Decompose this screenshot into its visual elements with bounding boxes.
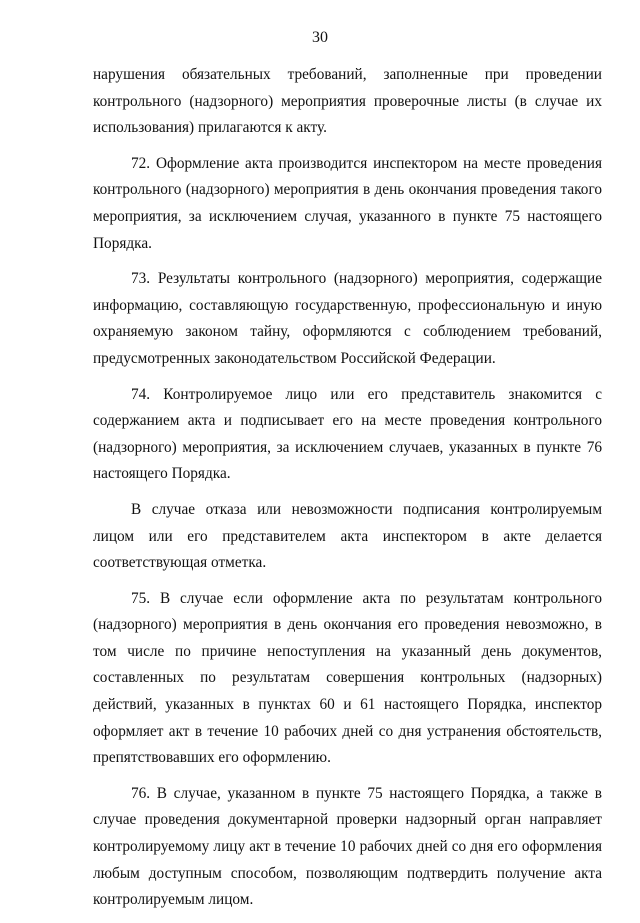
paragraph-76: 76. В случае, указанном в пункте 75 настоящего Порядка, а также в случае проведения документарной проверки надзорный орган направляет контролируемому лицу акт в течение 10 рабочих дней со дня его оформления любым доступным способом, позволяющим подтвердить получение акта контролируемым лицом. — [93, 784, 602, 909]
paragraph-73: 73. Результаты контрольного (надзорного) мероприятия, содержащие информацию, составляющую государственную, профессиональную и иную охраняемую законом тайну, оформляются с соблюдением требований, предусмотренных законодательством Российской Федерации. — [93, 270, 602, 367]
page-number: 30 — [312, 29, 328, 46]
paragraph-continuation: нарушения обязательных требований, заполненные при проведении контрольного (надзорного) мероприятия проверочные листы (в случае их использования) прилагаются к акту. — [93, 66, 602, 137]
document-body — [93, 62, 602, 923]
paragraph-75: 75. В случае если оформление акта по результатам контрольного (надзорного) мероприятия в день окончания его проведения невозможно, в том числе по причине непоступления на указанный день документов, составленных по результатам совершения контрольных (надзорных) действий, указанных в пунктах 60 и 61 настоящего Порядка, инспектор оформляет акт в течение 10 рабочих дней со дня устранения обстоятельств, препятствовавших его оформлению. — [93, 589, 602, 767]
paragraph-72: 72. Оформление акта производится инспектором на месте проведения контрольного (надзорного) мероприятия в день окончания проведения такого мероприятия, за исключением случая, указанного в пункте 75 настоящего Порядка. — [93, 154, 602, 252]
paragraph-74-refusal: В случае отказа или невозможности подписания контролируемым лицом или его представителем акта инспектором в акте делается соответствующая отметка. — [93, 500, 602, 572]
paragraph-74: 74. Контролируемое лицо или его представитель знакомится с содержанием акта и подписывает его на месте проведения контрольного (надзорного) мероприятия, за исключением случаев, указанных в пункте 76 настоящего Порядка. — [93, 385, 602, 483]
